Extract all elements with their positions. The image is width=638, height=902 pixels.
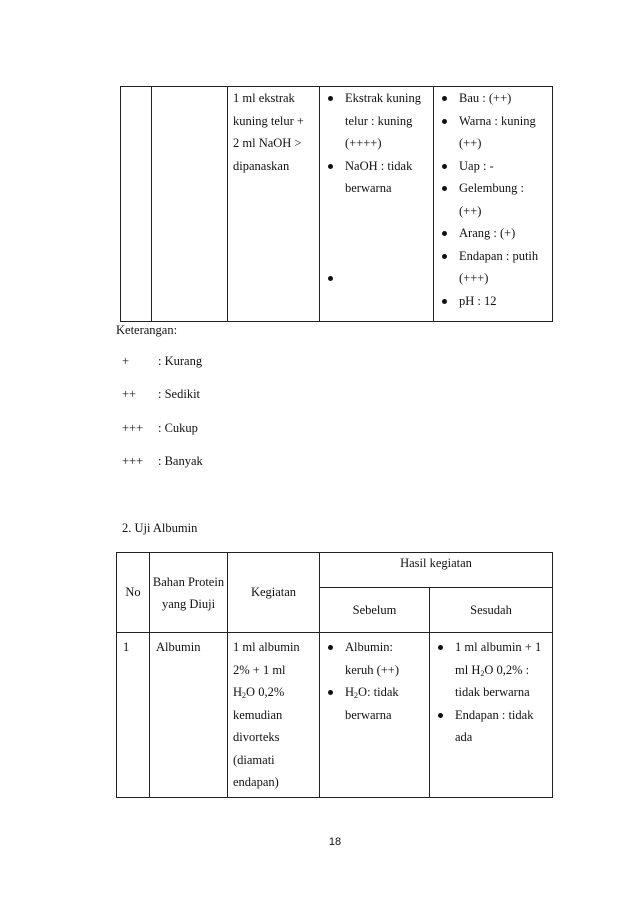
- list-item: Albumin: keruh (++): [325, 636, 425, 681]
- kegiatan-line: dipanaskan: [233, 158, 290, 173]
- cell-kegiatan: [228, 87, 320, 322]
- legend-desc: : Banyak: [158, 454, 203, 468]
- legend-desc: : Cukup: [158, 421, 198, 435]
- kegiatan-line: kuning telur +: [233, 113, 304, 128]
- sesudah-list: [439, 87, 548, 312]
- list-item: Ekstrak kuning telur : kuning (++++): [325, 87, 429, 155]
- kegiatan-line: kemudian: [233, 707, 283, 722]
- row-kegiatan: [228, 633, 320, 798]
- list-item: pH : 12: [439, 290, 548, 313]
- list-item: [325, 267, 429, 289]
- cell-no: [121, 87, 152, 322]
- row-sebelum: [320, 633, 430, 798]
- list-item: Bau : (++): [439, 87, 548, 110]
- list-item: Uap : -: [439, 155, 548, 178]
- page-number: 18: [328, 836, 342, 848]
- header-sesudah: Sesudah: [430, 588, 553, 633]
- cell-sebelum: [320, 87, 434, 322]
- header-hasil-kegiatan: Hasil kegiatan: [320, 553, 553, 588]
- cell-bahan: [152, 87, 228, 322]
- legend-desc: : Kurang: [158, 354, 203, 368]
- row-no: 1: [117, 633, 150, 798]
- kegiatan-line: 1 ml albumin: [233, 640, 300, 654]
- kegiatan-line: divorteks: [233, 730, 280, 744]
- legend-symbol: +++: [122, 421, 144, 435]
- sesudah-list: [435, 636, 548, 749]
- header-no: No: [117, 553, 150, 633]
- table-uji-albumin: [116, 552, 553, 798]
- kegiatan-line: endapan): [233, 775, 279, 789]
- list-item: $H_2O$: tidak berwarna: [325, 681, 425, 726]
- header-sebelum: Sebelum: [320, 588, 430, 633]
- kegiatan-line: $H_2O$ 0,2%: [233, 685, 285, 700]
- sebelum-list: [325, 87, 429, 289]
- header-kegiatan: Kegiatan: [228, 553, 320, 633]
- table-protein-test-continued: [120, 86, 553, 322]
- list-item: 1 ml albumin + 1 ml $H_2O$ 0,2% : tidak berwarna: [435, 636, 548, 704]
- row-sesudah: [430, 633, 553, 798]
- legend-symbol: ++: [122, 387, 137, 401]
- cell-sesudah: [434, 87, 553, 322]
- kegiatan-line: 2 ml NaOH >: [233, 136, 302, 150]
- list-item: NaOH : tidak berwarna: [325, 155, 429, 200]
- list-item: Endapan : putih (+++): [439, 245, 548, 290]
- legend-desc: : Sedikit: [158, 387, 201, 401]
- row-bahan: Albumin: [150, 633, 228, 798]
- kegiatan-line: 2% + 1 ml: [233, 662, 286, 677]
- section-heading: 2. Uji Albumin: [122, 521, 198, 535]
- kegiatan-line: 1 ml ekstrak: [233, 91, 295, 105]
- kegiatan-line: (diamati: [233, 752, 275, 767]
- list-item: Endapan : tidak ada: [435, 704, 548, 749]
- list-item: Gelembung : (++): [439, 177, 548, 222]
- legend-symbol: +: [122, 354, 130, 368]
- keterangan-title: Keterangan:: [116, 323, 178, 337]
- list-item: Arang : (+): [439, 222, 548, 245]
- sebelum-list: [325, 636, 425, 726]
- legend-symbol: +++: [122, 454, 144, 468]
- header-bahan: Bahan Protein yang Diuji: [150, 553, 228, 633]
- list-item: Warna : kuning (++): [439, 110, 548, 155]
